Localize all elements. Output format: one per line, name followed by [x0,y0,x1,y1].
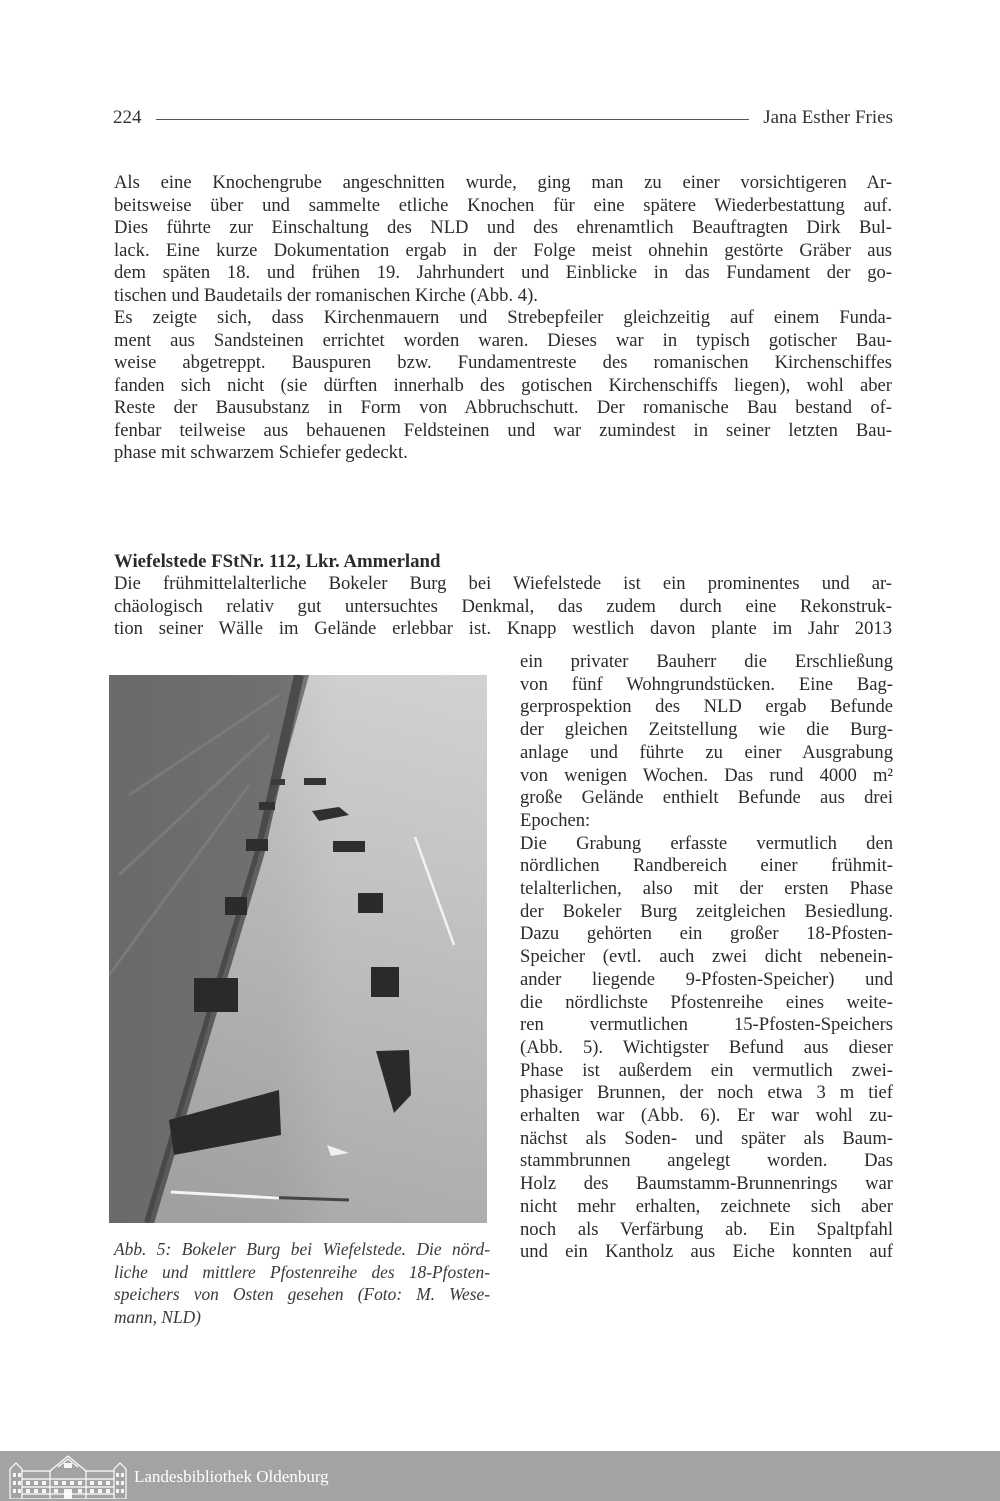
text-line: (Abb. 5). Wichtigster Befund aus dieser [520,1036,893,1058]
caption-line: liche und mittlere Pfostenreihe des 18-Pfosten- [114,1261,490,1282]
caption-line: speichers von Osten gesehen (Foto: M. Wese- [114,1284,490,1305]
text-line: Dazu gehörten ein großer 18-Pfosten- [520,923,893,945]
text-line: lack. Eine kurze Dokumentation ergab in der Folge meist ohnehin gestörte Gräber aus [114,239,892,261]
figure-caption [114,1238,490,1328]
paragraph-column [520,651,893,1264]
text-line: nördlichen Randbereich einer frühmit- [520,855,893,877]
text-line: nächst als Soden- und später als Baum- [520,1127,893,1149]
library-building-icon[interactable] [6,1453,130,1499]
paragraph-intro-full-width [114,573,892,641]
text-line: Dies führte zur Einschaltung des NLD und des ehrenamtlich Beauftragten Dirk Bul- [114,217,892,238]
text-line: anlage und führte zu einer Ausgrabung [520,741,893,763]
library-name[interactable]: Landesbibliothek Oldenburg [134,1467,329,1486]
text-line: große Gelände enthielt Befunde aus drei [520,787,893,809]
post-hole [246,839,268,851]
post-hole [194,978,238,1012]
text-line: ander liegende 9-Pfosten-Speicher) und [520,968,893,990]
text-line: weise abgetreppt. Bauspuren bzw. Fundamentreste des romanischen Kirchenschiffes [114,352,892,373]
text-line: Speicher (evtl. auch zwei dicht nebenein- [520,946,893,968]
text-line: Als eine Knochengrube angeschnitten wurde, ging man zu einer vorsichtigeren Ar- [114,172,892,193]
text-line: der Bokeler Burg zeitgleichen Besiedlung. [520,900,893,922]
text-line: fanden sich nicht (sie dürften innerhalb des gotischen Kirchenschiffs liegen), wohl aber [114,374,892,396]
text-line: ren vermutlichen 15-Pfosten-Speichers [520,1014,893,1036]
post-hole [371,967,399,997]
post-hole [271,779,285,785]
section-heading: Wiefelstede FStNr. 112, Lkr. Ammerland [114,551,441,572]
running-head-author: Jana Esther Fries [763,107,893,128]
text-line: phasiger Brunnen, der noch etwa 3 m tief [520,1082,893,1104]
post-hole [225,897,247,915]
text-line: stammbrunnen angelegt worden. Das [520,1150,893,1172]
scale-bar-mark [239,1196,279,1198]
header-rule [156,119,750,120]
post-hole [333,841,365,852]
text-line: von wenigen Wochen. Das rund 4000 m² [520,764,893,786]
text-line: und ein Kantholz aus Eiche konnten auf [520,1241,893,1263]
page-number: 224 [113,107,142,128]
text-line: von fünf Wohngrundstücken. Eine Bag- [520,673,893,695]
text-line: tion seiner Wälle im Gelände erlebbar ist. Knapp westlich davon plante im Jahr 2013 [114,618,892,639]
paragraph-church-excavation [114,172,892,465]
post-hole [259,802,275,810]
text-line: fenbar teilweise aus behauenen Feldsteinen und war zumindest in seiner letzten Bau- [114,419,892,441]
text-line: die nördlichste Pfostenreihe eines weite- [520,991,893,1013]
text-line: ein privater Bauherr die Erschließung [520,651,893,672]
text-line: tischen und Baudetails der romanischen Kirche (Abb. 4). [114,284,538,306]
caption-line: mann, NLD) [114,1306,201,1327]
text-line: noch als Verfärbung ab. Ein Spaltpfahl [520,1218,893,1240]
text-line: Phase ist außerdem ein vermutlich zwei- [520,1059,893,1081]
text-line: nicht mehr erhalten, zeichnete sich aber [520,1195,893,1217]
figure-photo [109,675,487,1223]
caption-line: Abb. 5: Bokeler Burg bei Wiefelstede. Die nörd- [114,1239,490,1259]
text-line: erhalten war (Abb. 6). Er war wohl zu- [520,1105,893,1127]
footer-band [0,1451,1000,1501]
text-line: Die frühmittelalterliche Bokeler Burg bei Wiefelstede ist ein prominentes und ar- [114,573,892,594]
text-line: telalterlichen, also mit der ersten Phase [520,878,893,900]
text-line: Die Grabung erfasste vermutlich den [520,832,893,854]
text-line: chäologisch relativ gut untersuchtes Denkmal, das zudem durch eine Rekonstruk- [114,595,892,617]
running-head [113,103,893,133]
text-line: Es zeigte sich, dass Kirchenmauern und Strebepfeiler gleichzeitig auf einem Funda- [114,307,892,328]
post-hole [358,893,383,913]
post-hole [304,778,326,785]
text-line: der gleichen Zeitstellung wie die Burg- [520,719,893,741]
text-line: Holz des Baumstamm-Brunnenrings war [520,1173,893,1195]
text-line: gerprospektion des NLD ergab Befunde [520,696,893,718]
text-line: dem späten 18. und frühen 19. Jahrhundert und Einblicke in das Fundament der go- [114,262,892,283]
text-line: phase mit schwarzem Schiefer gedeckt. [114,442,408,463]
text-line: Reste der Bausubstanz in Form von Abbruchschutt. Der romanische Bau bestand of- [114,397,892,418]
text-line: beitsweise über und sammelte etliche Knochen für eine spätere Wiederbestattung auf. [114,194,892,216]
excavation-photo [109,675,487,1223]
text-line: ment aus Sandsteinen errichtet worden waren. Dieses war in typisch gotischer Bau- [114,329,892,351]
text-line: Epochen: [520,809,591,831]
